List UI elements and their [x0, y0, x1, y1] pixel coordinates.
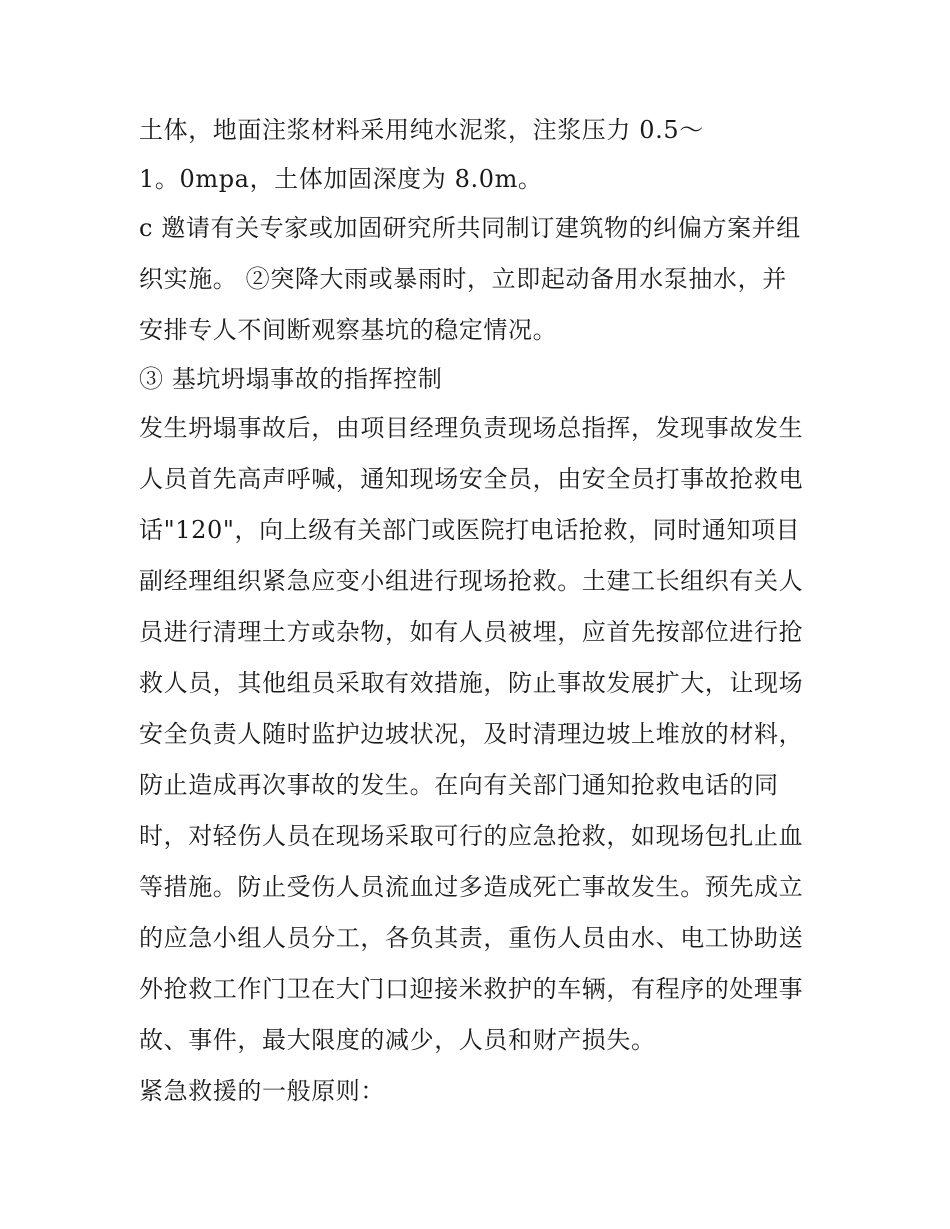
text-line: 织实施。 ②突降大雨或暴雨时，立即起动备用水泵抽水，并 — [139, 265, 787, 293]
text-line: 的应急小组人员分工，各负其责，重伤人员由水、电工协助送 — [139, 924, 804, 952]
text-line: 故、事件，最大限度的减少，人员和财产损失。 — [139, 1026, 656, 1054]
text-line: 土体，地面注浆材料采用纯水泥浆，注浆压力 0.5～ — [139, 116, 704, 144]
text-line: 员进行清理土方或杂物，如有人员被埋，应首先按部位进行抢 — [139, 618, 804, 646]
text-line: 外抢救工作门卫在大门口迎接米救护的车辆，有程序的处理事 — [139, 975, 804, 1003]
text-line: 1。0mpa，土体加固深度为 8.0m。 — [139, 165, 543, 193]
text-line: 发生坍塌事故后，由项目经理负责现场总指挥，发现事故发生 — [139, 414, 804, 442]
text-line: c 邀请有关专家或加固研究所共同制订建筑物的纠偏方案并组 — [139, 214, 801, 242]
text-line: 话"120"，向上级有关部门或医院打电话抢救，同时通知项目 — [139, 516, 801, 544]
text-line: 等措施。防止受伤人员流血过多造成死亡事故发生。预先成立 — [139, 873, 804, 901]
text-line: 人员首先高声呼喊，通知现场安全员，由安全员打事故抢救电 — [139, 465, 804, 493]
section-heading: 紧急救援的一般原则： — [139, 1077, 385, 1105]
text-line: 副经理组织紧急应变小组进行现场抢救。土建工长组织有关人 — [139, 567, 804, 595]
text-line: 救人员，其他组员采取有效措施，防止事故发展扩大，让现场 — [139, 669, 804, 697]
text-line: 安排专人不间断观察基坑的稳定情况。 — [139, 316, 558, 344]
text-line: 安全负责人随时监护边坡状况，及时清理边坡上堆放的材料， — [139, 720, 804, 748]
section-heading: ③ 基坑坍塌事故的指挥控制 — [139, 365, 443, 393]
text-line: 时，对轻伤人员在现场采取可行的应急抢救，如现场包扎止血 — [139, 822, 804, 850]
document-body — [139, 107, 829, 1119]
text-line: 防止造成再次事故的发生。在向有关部门通知抢救电话的同 — [139, 771, 779, 799]
